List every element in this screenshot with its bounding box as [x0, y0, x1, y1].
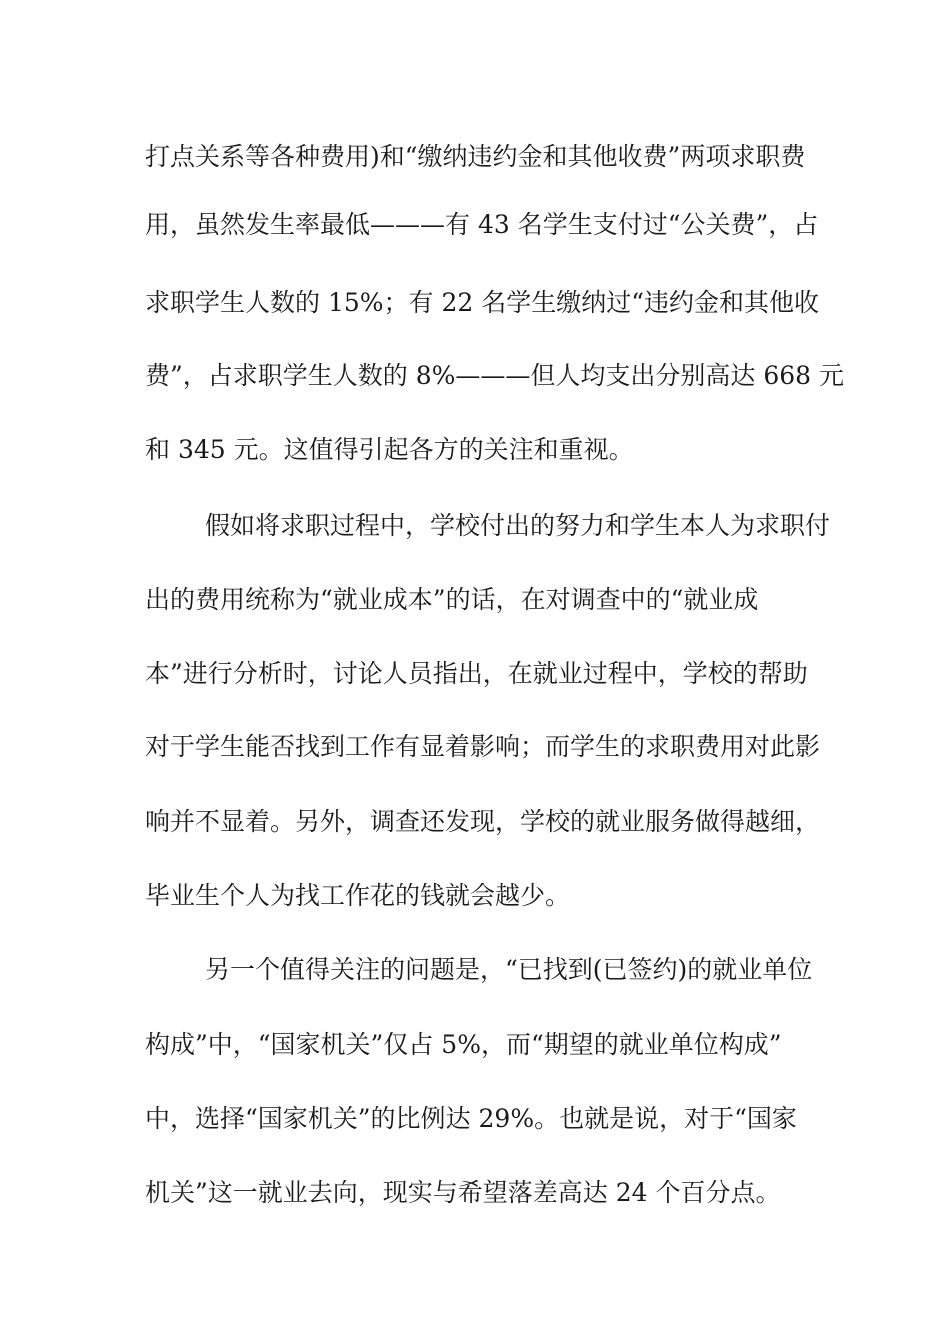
text-line: 费”，占求职学生人数的 8%———但人均支出分别高达 668 元	[145, 361, 845, 390]
text-line: 构成”中，“国家机关”仅占 5%，而“期望的就业单位构成”	[145, 1030, 782, 1059]
text-line: 毕业生个人为找工作花的钱就会越少。	[145, 881, 571, 910]
text-line: 响并不显着。另外，调查还发现，学校的就业服务做得越细，	[145, 807, 821, 836]
text-line: 打点关系等各种费用)和“缴纳违约金和其他收费”两项求职费	[145, 142, 806, 171]
paragraph-first-line: 另一个值得关注的问题是，“已找到(已签约)的就业单位	[205, 955, 813, 984]
text-line: 本”进行分析时，讨论人员指出，在就业过程中，学校的帮助	[145, 659, 808, 688]
text-line: 中，选择“国家机关”的比例达 29%。也就是说，对于“国家	[145, 1104, 797, 1133]
text-line: 和 345 元。这值得引起各方的关注和重视。	[145, 435, 634, 464]
text-line: 求职学生人数的 15%；有 22 名学生缴纳过“违约金和其他收	[145, 288, 820, 317]
paragraph-first-line: 假如将求职过程中，学校付出的努力和学生本人为求职付	[205, 511, 831, 540]
text-line: 用，虽然发生率最低———有 43 名学生支付过“公关费”，占	[145, 210, 819, 239]
text-line: 机关”这一就业去向，现实与希望落差高达 24 个百分点。	[145, 1178, 781, 1207]
text-line: 出的费用统称为“就业成本”的话，在对调查中的“就业成	[145, 585, 759, 614]
text-line: 对于学生能否找到工作有显着影响；而学生的求职费用对此影	[145, 732, 821, 761]
